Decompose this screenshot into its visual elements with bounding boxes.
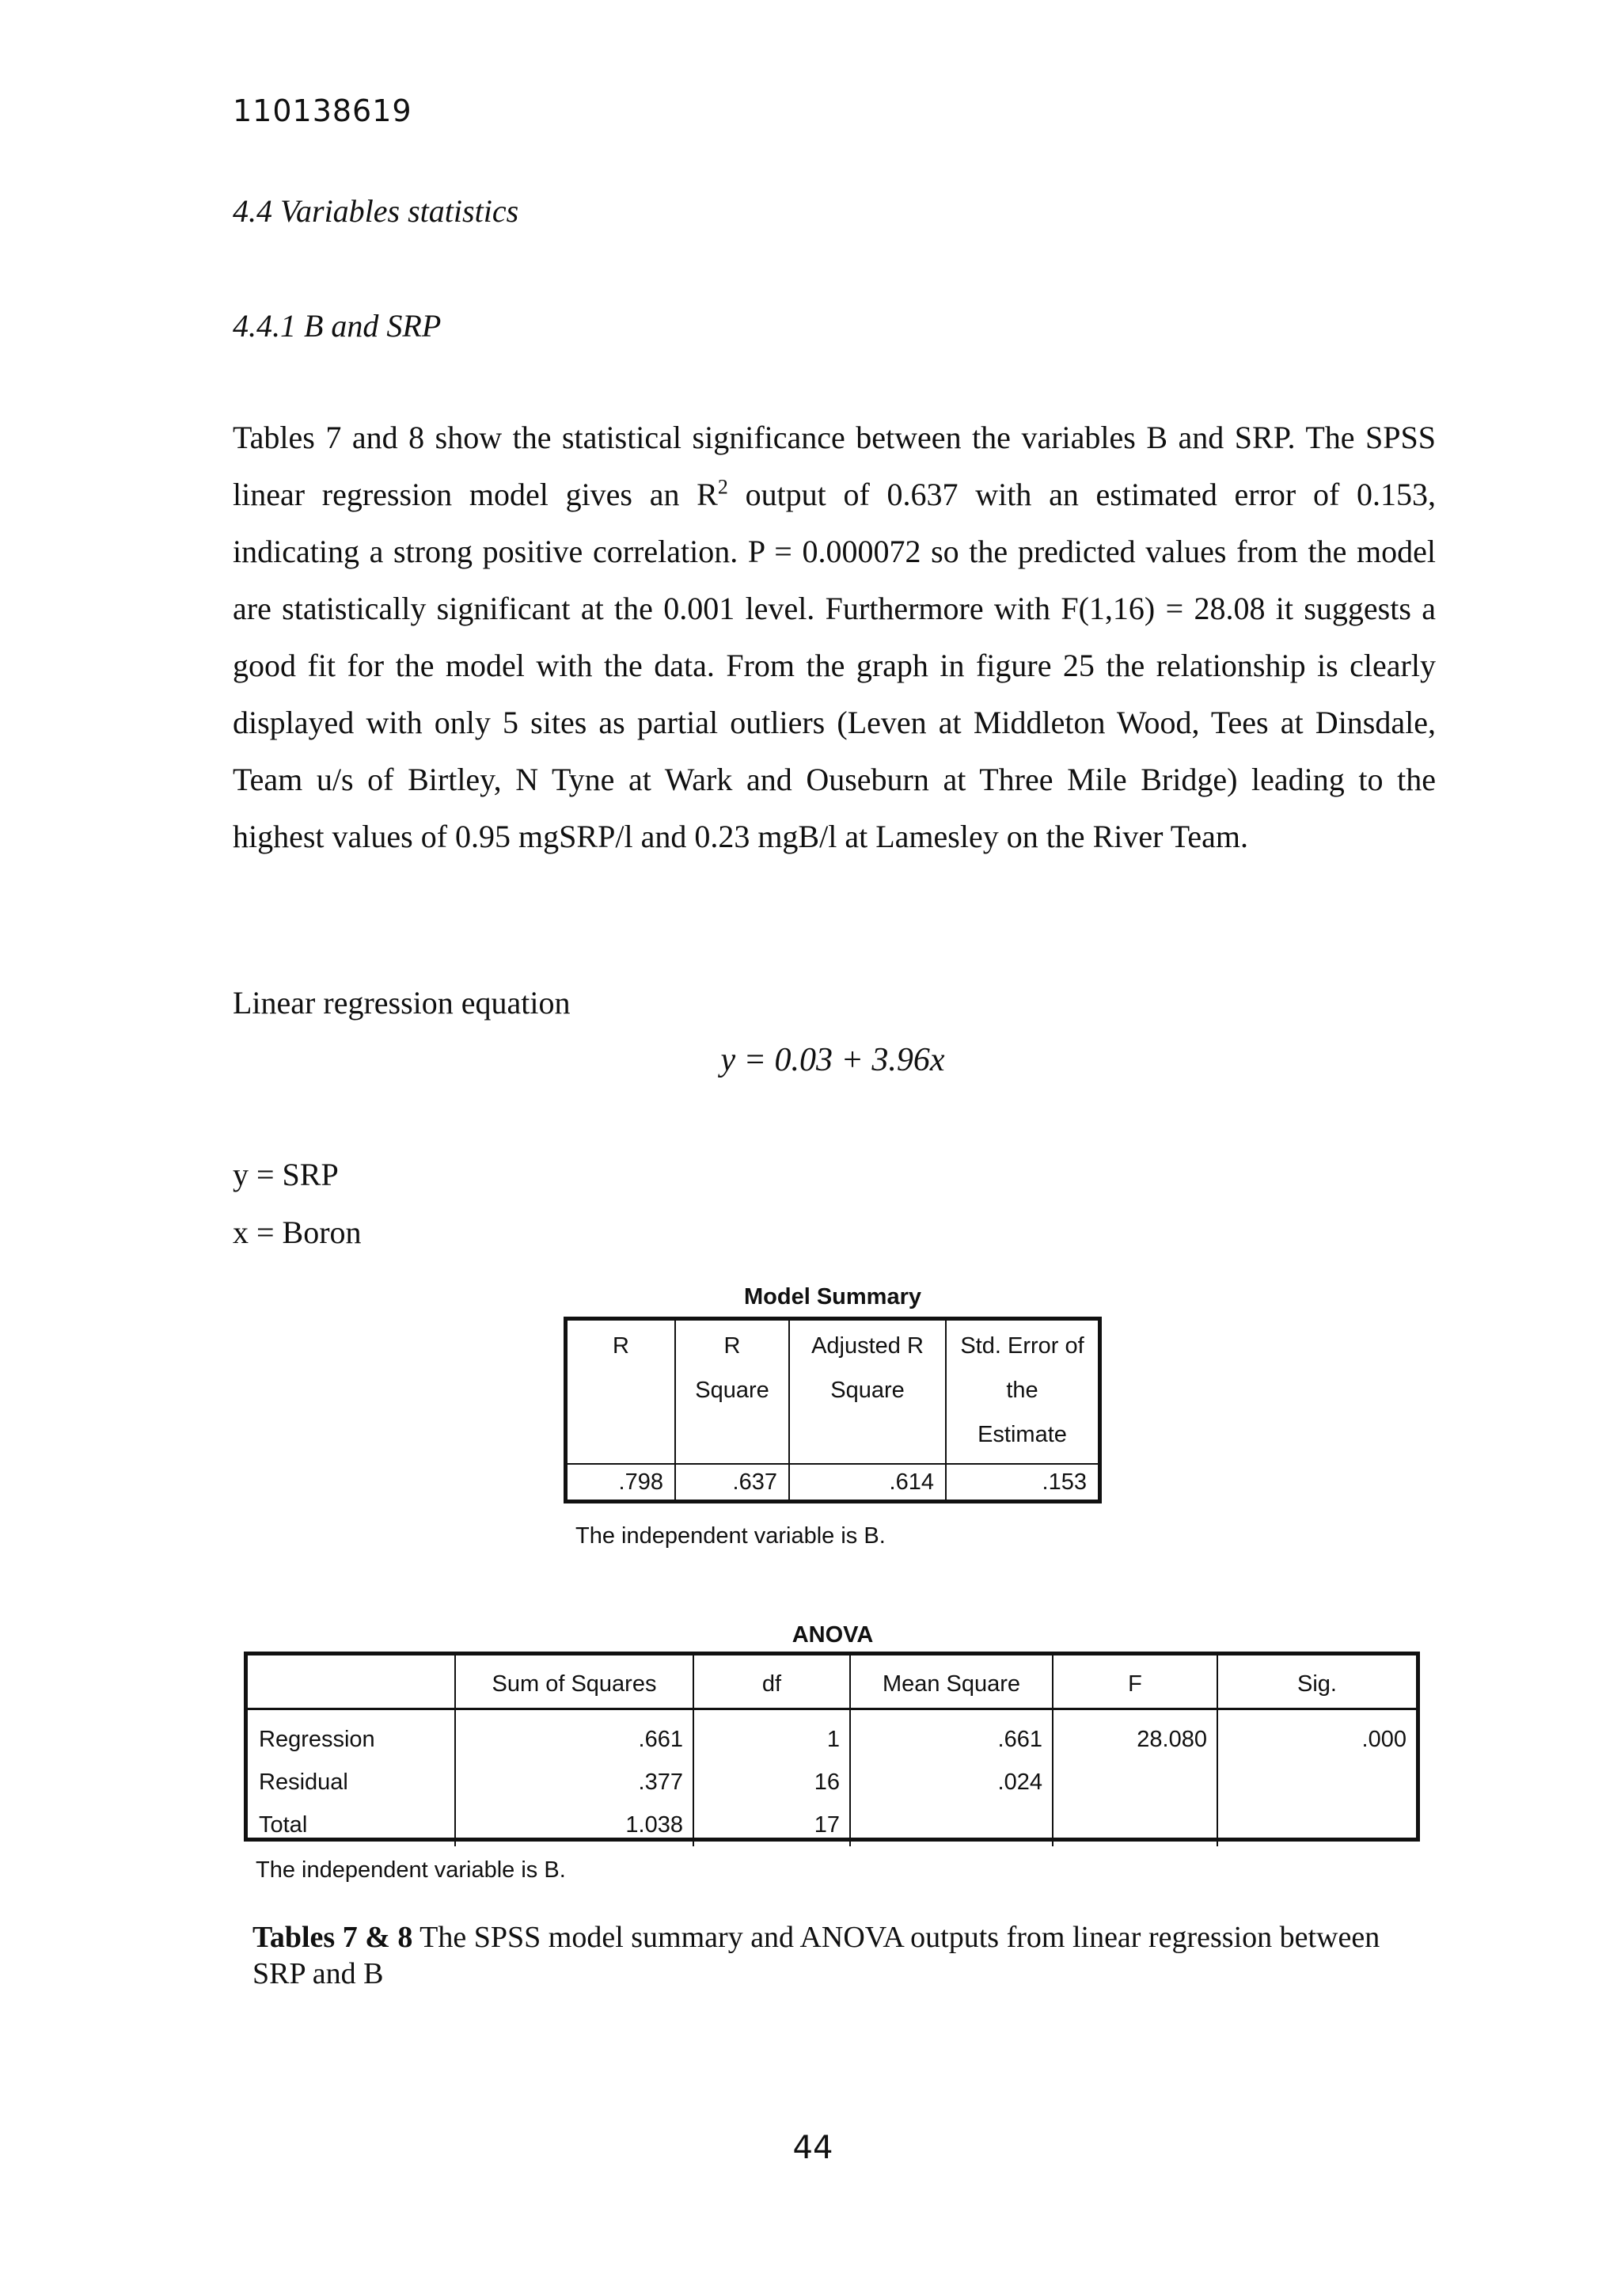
sum-of-squares-total: 1.038	[625, 1812, 683, 1838]
sum-of-squares-residual: .377	[638, 1770, 683, 1795]
paragraph-text-end: output of 0.637 with an estimated error of 0.153, indicating a strong positive correlation. P = 0.000072 so the predicted values from the model are statistically significant at the 0.001 level. Furthermore with F(1,16) = 28.08 it suggests a good fit for the model with the data. From the graph in figure 25 the relationship is clearly displayed with only 5 sites as partial outliers (Leven at Middleton Wood, Tees at Dinsdale, Team u/s of Birtley, N Tyne at Wark and Ouseburn at Three Mile Bridge) leading to the highest values of 0.95 mgSRP/l and 0.23 mgB/l at Lamesley on the River Team.	[233, 477, 1436, 854]
caption-bold-label: Tables 7 & 8	[252, 1921, 413, 1954]
model-summary-note: The independent variable is B.	[575, 1523, 886, 1549]
header-r: R	[568, 1321, 676, 1463]
mean-square-column	[851, 1708, 1053, 1846]
header-sig: Sig.	[1297, 1671, 1337, 1697]
caption-text: The SPSS model summary and ANOVA outputs from linear regression between SRP and B	[252, 1921, 1380, 1990]
section-heading: 4.4 Variables statistics	[233, 193, 519, 229]
sig-regression: .000	[1361, 1727, 1407, 1752]
row-label-total: Total	[259, 1812, 308, 1838]
model-summary-title: Model Summary	[744, 1284, 921, 1310]
header-mean-square: Mean Square	[851, 1655, 1053, 1708]
sig-total	[1218, 1804, 1407, 1846]
body-paragraph	[233, 409, 1436, 865]
anova-note: The independent variable is B.	[256, 1857, 566, 1883]
value-std-error: .153	[947, 1463, 1098, 1500]
df-residual: 16	[814, 1770, 840, 1795]
mean-square-regression: .661	[997, 1727, 1042, 1752]
value-adjusted-r-square: .614	[790, 1463, 947, 1500]
anova-title: ANOVA	[792, 1622, 874, 1648]
header-r-square: R Square	[676, 1321, 790, 1463]
subsection-heading: 4.4.1 B and SRP	[233, 308, 442, 344]
paragraph-text-start: Tables 7 and 8 show the statistical significance between the variables B and SRP. The SPSS linear regression model gives an R	[233, 420, 1436, 512]
sig-residual	[1218, 1761, 1407, 1804]
f-residual	[1053, 1761, 1207, 1804]
f-total	[1053, 1804, 1207, 1846]
row-label-regression: Regression	[259, 1727, 375, 1752]
definition-y: y = SRP	[233, 1157, 339, 1192]
value-r: .798	[568, 1463, 676, 1500]
anova-table	[244, 1652, 1420, 1842]
regression-equation: y = 0.03 + 3.96x	[720, 1042, 945, 1078]
page-number: 44	[792, 2130, 833, 2166]
table-caption	[252, 1919, 1416, 1992]
value-r-square: .637	[676, 1463, 790, 1500]
mean-square-total	[851, 1804, 1042, 1846]
sum-of-squares-regression: .661	[638, 1727, 683, 1752]
sum-of-squares-column	[456, 1708, 694, 1846]
sig-column	[1218, 1708, 1416, 1846]
definition-x: x = Boron	[233, 1215, 362, 1250]
df-total: 17	[814, 1812, 840, 1838]
model-summary-table	[564, 1317, 1102, 1503]
mean-square-residual: .024	[997, 1770, 1042, 1795]
df-column	[694, 1708, 851, 1846]
header-df: df	[694, 1655, 851, 1708]
superscript: 2	[717, 475, 728, 499]
row-label-residual: Residual	[259, 1770, 348, 1795]
f-regression: 28.080	[1137, 1727, 1207, 1752]
header-std-error: Std. Error of the Estimate	[960, 1333, 1084, 1447]
row-labels-column	[248, 1708, 456, 1846]
header-adjusted-r-square: Adjusted R Square	[790, 1321, 947, 1463]
header-blank	[248, 1655, 456, 1708]
f-column	[1053, 1708, 1218, 1846]
equation-label: Linear regression equation	[233, 985, 571, 1021]
header-sum-of-squares: Sum of Squares	[456, 1655, 694, 1708]
student-id: 110138619	[233, 93, 412, 128]
header-f: F	[1053, 1655, 1218, 1708]
df-regression: 1	[826, 1727, 840, 1752]
